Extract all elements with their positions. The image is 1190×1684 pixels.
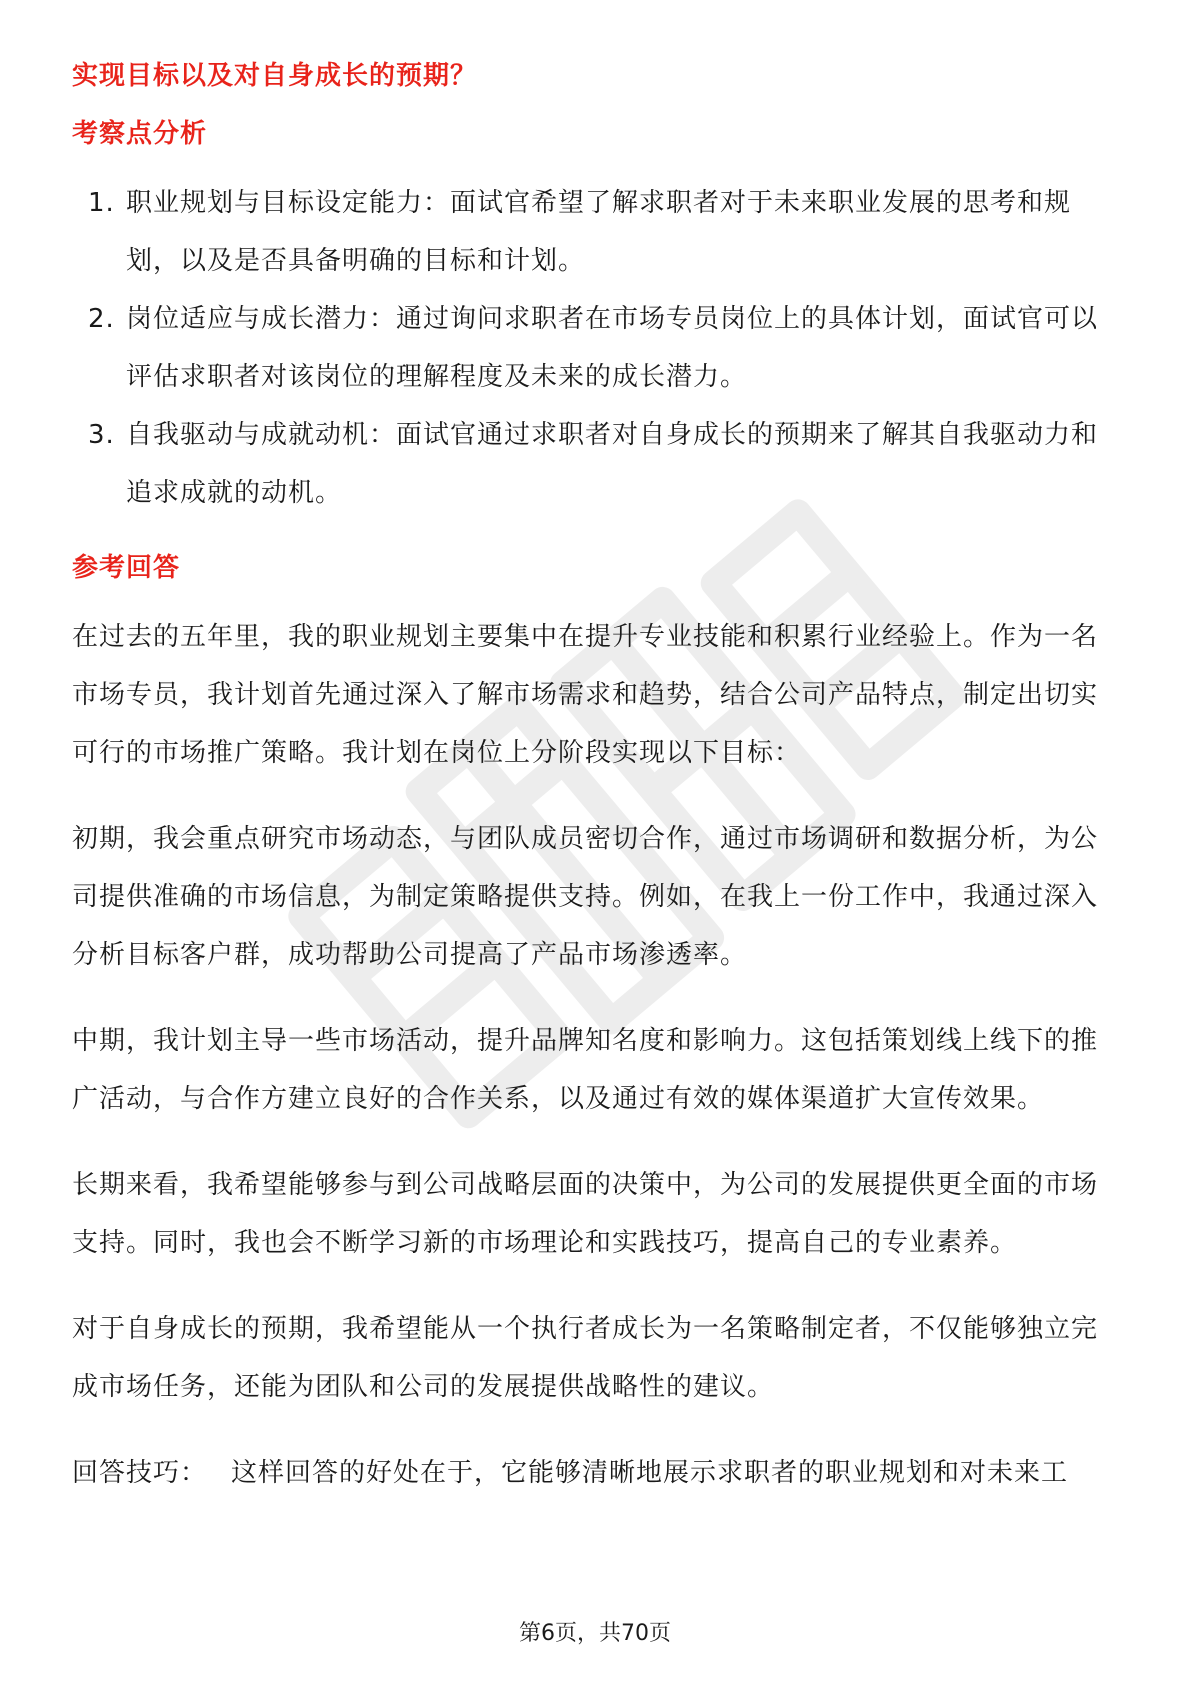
answer-tip-label: 回答技巧： (72, 1458, 208, 1488)
analysis-point-item (72, 406, 1120, 522)
answer-heading: 参考回答 (72, 553, 181, 583)
analysis-point-text: 职业规划与目标设定能力：面试官希望了解求职者对于未来职业发展的思考和规划，以及是否具备明确的目标和计划。 (126, 188, 1072, 276)
answer-paragraph: 中期，我计划主导一些市场活动，提升品牌知名度和影响力。这包括策划线上线下的推广活动，与合作方建立良好的合作关系，以及通过有效的媒体渠道扩大宣传效果。 (72, 1026, 1099, 1114)
answer-paragraph: 初期，我会重点研究市场动态，与团队成员密切合作，通过市场调研和数据分析，为公司提供准确的市场信息，为制定策略提供支持。例如，在我上一份工作中，我通过深入分析目标客户群，成功帮助公司提高了产品市场渗透率。 (72, 824, 1099, 970)
page-content (72, 56, 1120, 1502)
answer-paragraph: 对于自身成长的预期，我希望能从一个执行者成长为一名策略制定者，不仅能够独立完成市场任务，还能为团队和公司的发展提供战略性的建议。 (72, 1314, 1099, 1402)
analysis-point-item (72, 290, 1120, 406)
analysis-point-number: 1. (88, 188, 115, 218)
answer-paragraph: 长期来看，我希望能够参与到公司战略层面的决策中，为公司的发展提供更全面的市场支持。同时，我也会不断学习新的市场理论和实践技巧，提高自己的专业素养。 (72, 1170, 1099, 1258)
analysis-heading: 考察点分析 (72, 119, 208, 149)
page-number-footer: 第6页，共70页 (519, 1621, 671, 1646)
analysis-point-item (72, 174, 1120, 290)
analysis-point-text: 自我驱动与成就动机：面试官通过求职者对自身成长的预期来了解其自我驱动力和追求成就的动机。 (126, 420, 1099, 508)
question-title: 实现目标以及对自身成长的预期？ (72, 61, 478, 91)
analysis-point-number: 3. (88, 420, 115, 450)
analysis-point-list (72, 174, 1120, 522)
answer-tip (72, 1444, 1120, 1502)
answer-tip-text: 这样回答的好处在于，它能够清晰地展示求职者的职业规划和对未来工 (231, 1458, 1069, 1488)
analysis-point-text: 岗位适应与成长潜力：通过询问求职者在市场专员岗位上的具体计划，面试官可以评估求职者对该岗位的理解程度及未来的成长潜力。 (126, 304, 1099, 392)
analysis-point-number: 2. (88, 304, 115, 334)
answer-paragraph: 在过去的五年里，我的职业规划主要集中在提升专业技能和积累行业经验上。作为一名市场专员，我计划首先通过深入了解市场需求和趋势，结合公司产品特点，制定出切实可行的市场推广策略。我计划在岗位上分阶段实现以下目标： (72, 622, 1099, 768)
